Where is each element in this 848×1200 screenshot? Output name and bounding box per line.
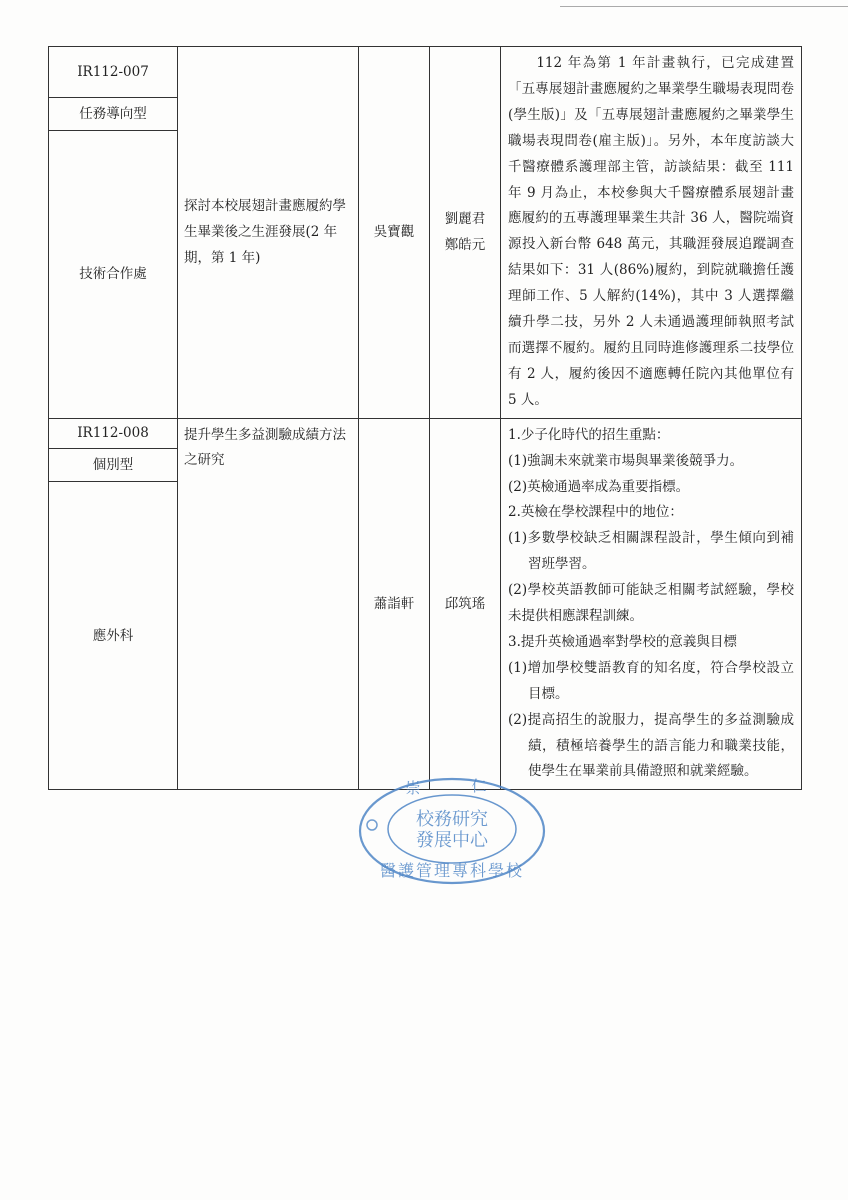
table-row [49,47,802,98]
project-host: 吳寶觀 [359,47,430,419]
svg-text:崇: 崇 [405,779,421,797]
summary-item: (2)學校英語教師可能缺乏相關考試經驗，學校未提供相應課程訓練。 [508,582,794,625]
summary-item: (1)強調未來就業市場與畢業後競爭力。 [508,452,744,469]
research-projects-table [48,46,802,790]
svg-text:發展中心: 發展中心 [416,830,488,851]
summary-item: (1)多數學校缺乏相關課程設計，學生傾向到補習班學習。 [508,530,794,573]
svg-text:校務研究: 校務研究 [416,809,488,830]
co-host: 鄭皓元 [444,237,486,254]
summary-item: 2.英檢在學校課程中的地位： [508,504,683,521]
project-unit: 技術合作處 [49,131,178,419]
project-title: 提升學生多益測驗成績方法之研究 [178,418,359,790]
svg-text:仁: 仁 [471,777,487,795]
project-summary [501,418,802,790]
top-rule [560,6,848,7]
project-summary: 112 年為第 1 年計畫執行，已完成建置「五專展翅計畫應履約之畢業學生職場表現問卷(學生版)」及「五專展翅計畫應履約之畢業學生職場表現問卷(雇主版)」。另外，本年度訪談大千醫療體系護理部主管，訪談結果：截至 111 年 9 月為止，本校參與大千醫療體系展翅計畫應履約的五專護理畢業生共計 36 人，醫院端資源投入新台幣 648 萬元，其職涯發展追蹤調查結果如下：31 人(86%)履約，到院就職擔任護理師工作、5 人解約(14%)，其中 3 人選擇繼續升學二技，另外 2 人未通過護理師執照考試而選擇不履約。履約且同時進修護理系二技學位有 2 人，履約後因不適應轉任院內其他單位有 5 人。 [501,47,802,419]
project-host: 蕭詣軒 [359,418,430,790]
project-id: IR112-008 [49,418,178,448]
co-host: 邱筑瑤 [444,596,486,613]
summary-item: (2)英檢通過率成為重要指標。 [508,478,690,495]
co-host: 劉麗君 [444,211,486,228]
institution-seal [355,775,550,887]
project-unit: 應外科 [49,481,178,790]
project-type: 個別型 [49,448,178,481]
project-co-hosts [430,418,501,790]
project-type: 任務導向型 [49,98,178,131]
project-id: IR112-007 [49,47,178,98]
summary-item: 3.提升英檢通過率對學校的意義與目標 [508,633,737,650]
summary-item: (2)提高招生的說服力，提高學生的多益測驗成績，積極培養學生的語言能力和職業技能，使學生在畢業前具備證照和就業經驗。 [508,711,794,780]
seal-emblem-icon [367,820,377,830]
summary-item: 1.少子化時代的招生重點： [508,426,670,443]
table-row [49,418,802,448]
summary-item: (1)增加學校雙語教育的知名度，符合學校設立目標。 [508,659,794,702]
project-co-hosts [430,47,501,419]
svg-text:醫護管理專科學校: 醫護管理專科學校 [379,861,525,880]
project-title: 探討本校展翅計畫應履約學生畢業後之生涯發展(2 年期，第 1 年) [178,47,359,419]
